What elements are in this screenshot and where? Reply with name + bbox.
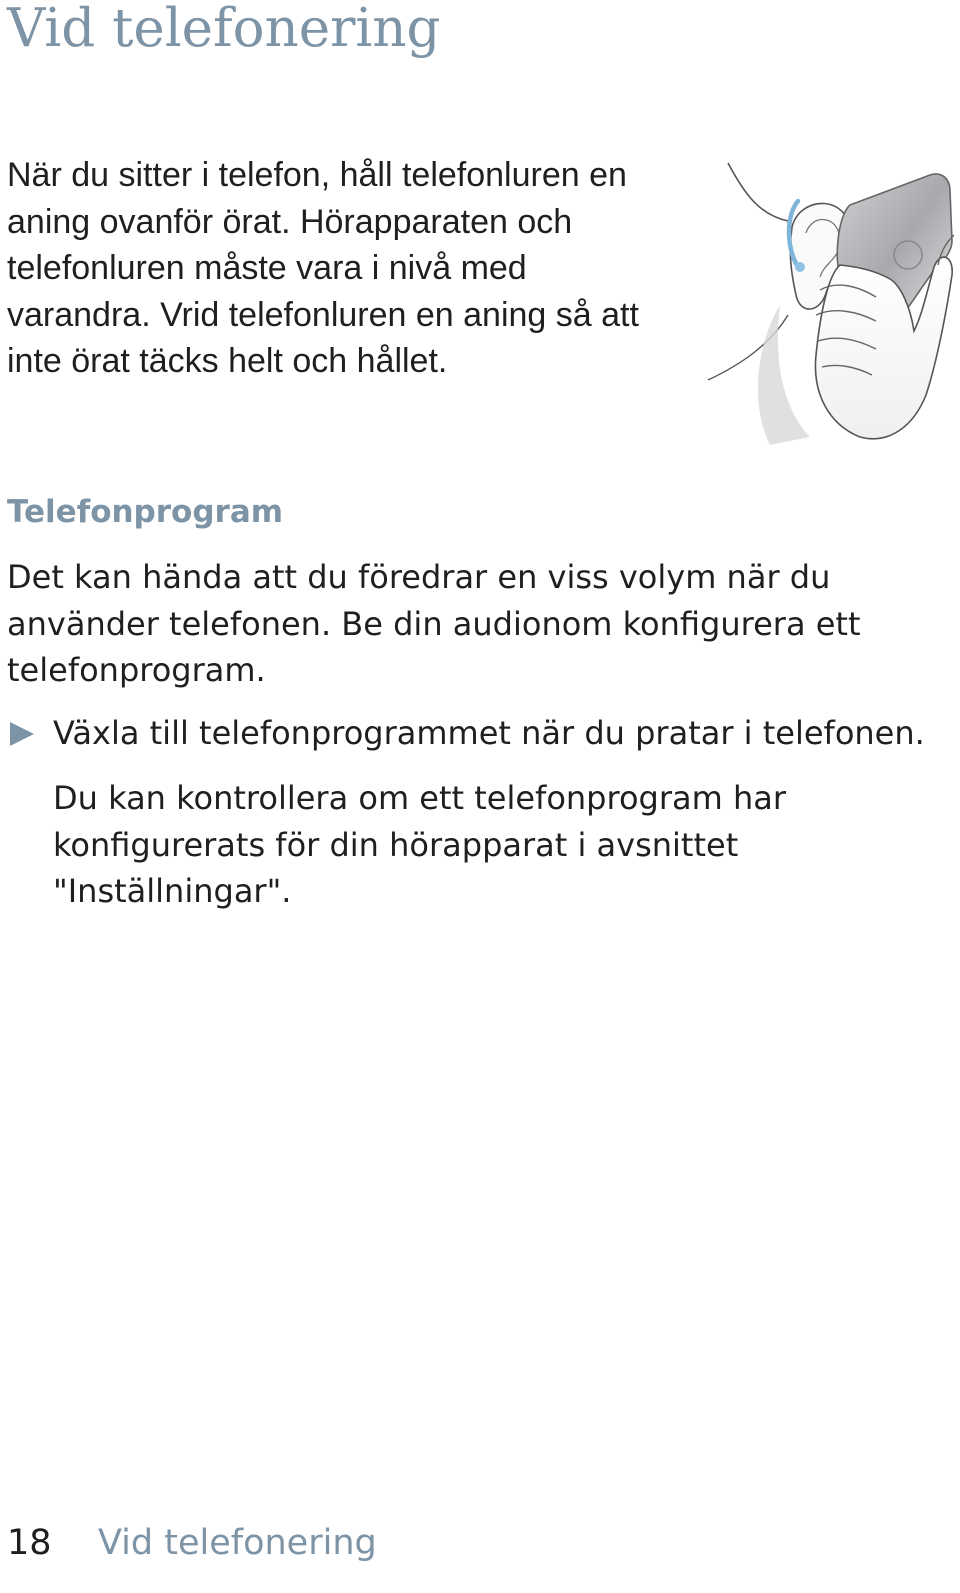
page-footer: [7, 1518, 607, 1568]
section-heading: Telefonprogram: [7, 494, 284, 530]
running-title: Vid telefonering: [98, 1523, 377, 1563]
page-number: 18: [7, 1523, 52, 1563]
note-paragraph: Du kan kontrollera om ett telefonprogram har konfigurerats för din hörapparat i avsnittet "Inställningar".: [53, 779, 786, 910]
page-title: Vid telefonering: [7, 0, 441, 59]
hand-holding-phone-to-ear-illustration: [700, 155, 955, 445]
instruction-item: [7, 710, 957, 758]
arrow-right-icon: [10, 722, 34, 746]
intro-paragraph: När du sitter i telefon, håll telefonluren en aning ovanför örat. Hörapparaten och telefonluren måste vara i nivå med varandra. Vrid telefonluren en aning så att inte örat täcks helt och hållet.: [7, 156, 639, 380]
instruction-text: Växla till telefonprogrammet när du pratar i telefonen.: [53, 714, 925, 752]
section-paragraph: Det kan hända att du föredrar en viss volym när du använder telefonen. Be din audionom konfigurera ett telefonprogram.: [7, 558, 861, 689]
